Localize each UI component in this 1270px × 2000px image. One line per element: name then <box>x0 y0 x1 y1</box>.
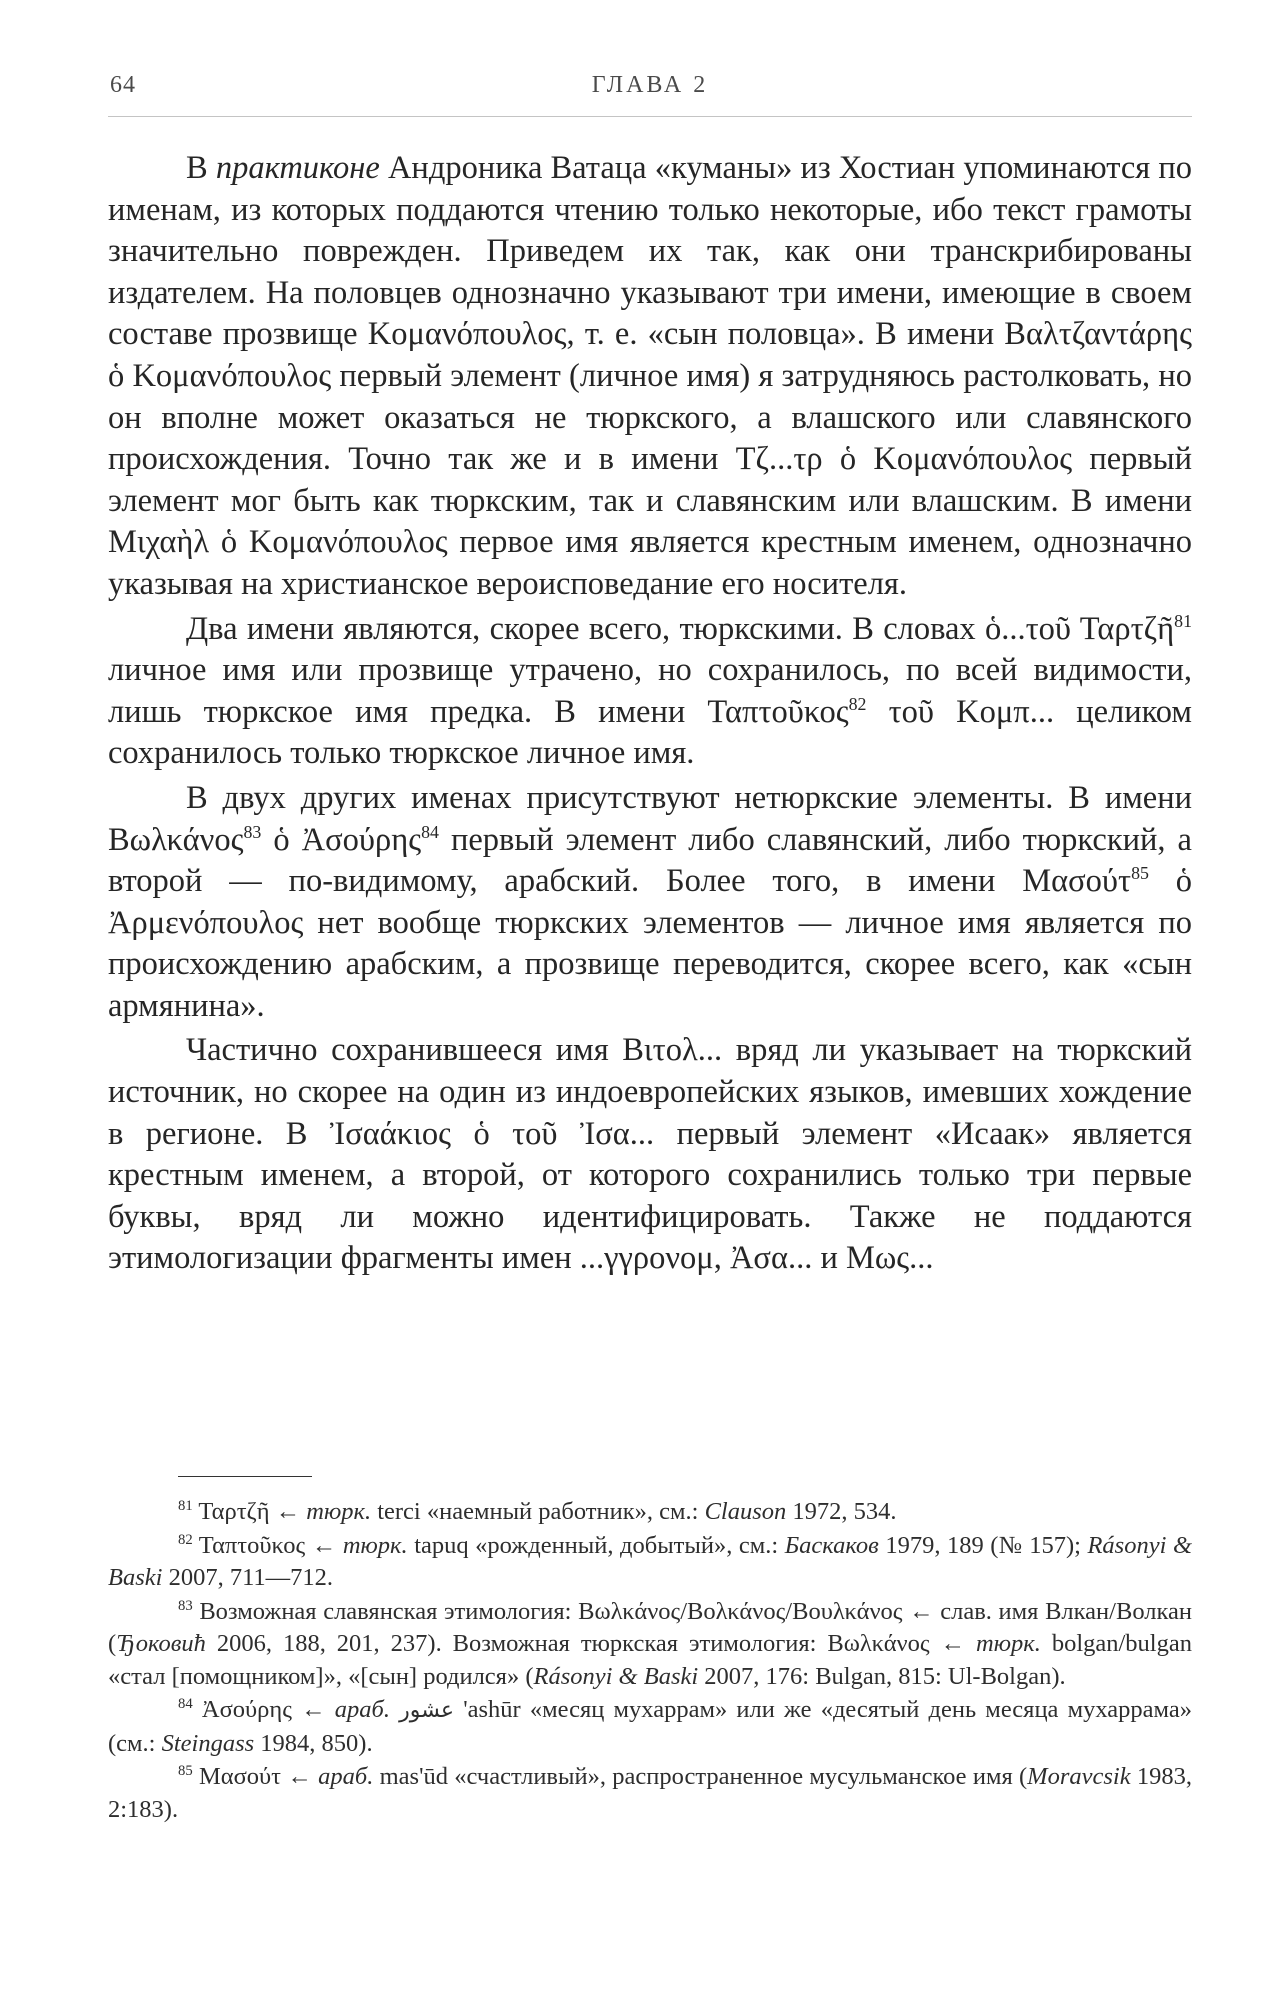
footnote-81: $^{81}$ Ταρτζῆ ← тюрк. terci «наемный работник», см.: Clauson 1972, 534. <box>178 1497 897 1525</box>
running-head: ГЛАВА 2 <box>591 72 709 98</box>
citation-author: Rásonyi & Baski <box>108 1531 1192 1591</box>
footnote-ref-84[interactable]: 84 <box>421 821 439 842</box>
paragraph-4: Частично сохранившееся имя Βιτολ... вряд ли указывает на тюркский источник, но скорее на один из индоевропейских языков, имевших хождение в регионе. В Ἰσαάκιος ὁ τοῦ Ἰσα... первый элемент «Исаак» является крестным именем, а второй, от которого сохранились только три первые буквы, вряд ли можно идентифицировать. Также не поддаются этимологизации фрагменты имен ...γγρονομ, Ἀσα... и Μως... <box>108 1032 1192 1277</box>
main-text <box>108 148 1192 1280</box>
page-header <box>110 72 1190 112</box>
citation-author: Moravcsik <box>1027 1763 1131 1790</box>
footnote-number: 84 <box>178 1695 193 1712</box>
footnote-divider <box>178 1476 312 1477</box>
citation-author: Rásonyi & Baski <box>533 1662 699 1690</box>
footnote-ref-83[interactable]: 83 <box>243 821 262 842</box>
citation-author: Clauson <box>704 1498 787 1525</box>
page-number: 64 <box>110 72 136 98</box>
citation-author: Steingass <box>161 1729 255 1757</box>
paragraph-3: В двух других именах присутствуют нетюркские элементы. В имени Βωλκάνος$^{83}$ ὁ Ἀσούρης$^{84}$ первый элемент либо славянский, либо тюркский, а второй — по-видимому, арабский. Более того, в имени Μασούτ$^{85}$ ὁ Ἀρμενόπουλος нет вообще тюркских элементов — личное имя является по происхождению арабским, а прозвище переводится, скорее всего, как «сын армянина». <box>108 779 1192 1024</box>
italic-term: практиконе <box>215 150 380 186</box>
footnote-ref-82[interactable]: 82 <box>848 693 867 714</box>
footnote-85: $^{85}$ Μασούτ ← араб. mas'ūd «счастливый», распространенное мусульманское имя (Moravcsik 1983, 2:183). <box>108 1762 1193 1823</box>
footnote-ref-81[interactable]: 81 <box>1174 610 1192 631</box>
citation-author: Ђоковић <box>116 1630 206 1657</box>
arabic-word: عشور <box>399 1698 455 1723</box>
footnote-84: $^{84}$ Ἀσούρης ← араб. عشور 'ashūr «месяц мухаррам» или же «десятый день месяца мухаррама» (см.: Steingass 1984, 850). <box>108 1695 1192 1757</box>
footnote-number: 83 <box>178 1597 193 1614</box>
footnote-number: 82 <box>178 1531 193 1548</box>
citation-author: Баскаков <box>784 1531 879 1559</box>
footnote-ref-85[interactable]: 85 <box>1131 863 1149 884</box>
paragraph-1: В практиконе Андроника Ватаца «куманы» из Хостиан упоминаются по именам, из которых поддаются чтению только некоторые, ибо текст грамоты значительно поврежден. Приведем их так, как они транскрибированы издателем. На половцев однозначно указывают три имени, имеющие в своем составе прозвище Κομανόπουλος, т. е. «сын половца». В имени Βαλτζαντάρης ὁ Κομανόπουλος первый элемент (личное имя) я затрудняюсь растолковать, но он вполне может оказаться не тюркского, а влашского или славянского происхождения. Точно так же и в имени Τζ...τρ ὁ Κομανόπουλος первый элемент мог быть как тюркским, так и славянским или влашским. В имени Μιχαὴλ ὁ Κομανόπουλος первое имя является крестным именем, однозначно указывая на христианское вероисповедание его носителя. <box>108 150 1192 602</box>
footnote-83: $^{83}$ Возможная славянская этимология: Βωλκάνος/Βολκάνος/Βουλκάνος ← слав. имя Влкан/Волкан (Ђоковић 2006, 188, 201, 237). Возможная тюркская этимология: Βωλκάνος ← тюрк. bolgan/bulgan «стал [помощником]», «[сын] родился» (Rásonyi & Baski 2007, 176: Bulgan, 815: Ul-Bolgan). <box>108 1597 1192 1690</box>
paragraph-2: Два имени являются, скорее всего, тюркскими. В словах ὁ...τοῦ Ταρτζῆ$^{81}$ личное имя или прозвище утрачено, но сохранилось, по всей видимости, лишь тюркское имя предка. В имени Ταπτοῦκος$^{82}$ τοῦ Κομπ... целиком сохранилось только тюркское личное имя. <box>108 610 1192 772</box>
footnotes <box>108 1496 1192 1826</box>
footnote-number: 85 <box>178 1762 193 1779</box>
header-divider <box>108 116 1192 117</box>
footnote-82: $^{82}$ Ταπτοῦκος ← тюрк. tapuq «рожденный, добытый», см.: Баскаков 1979, 189 (№ 157); Rásonyi & Baski 2007, 711—712. <box>108 1531 1192 1591</box>
footnote-number: 81 <box>178 1497 193 1514</box>
